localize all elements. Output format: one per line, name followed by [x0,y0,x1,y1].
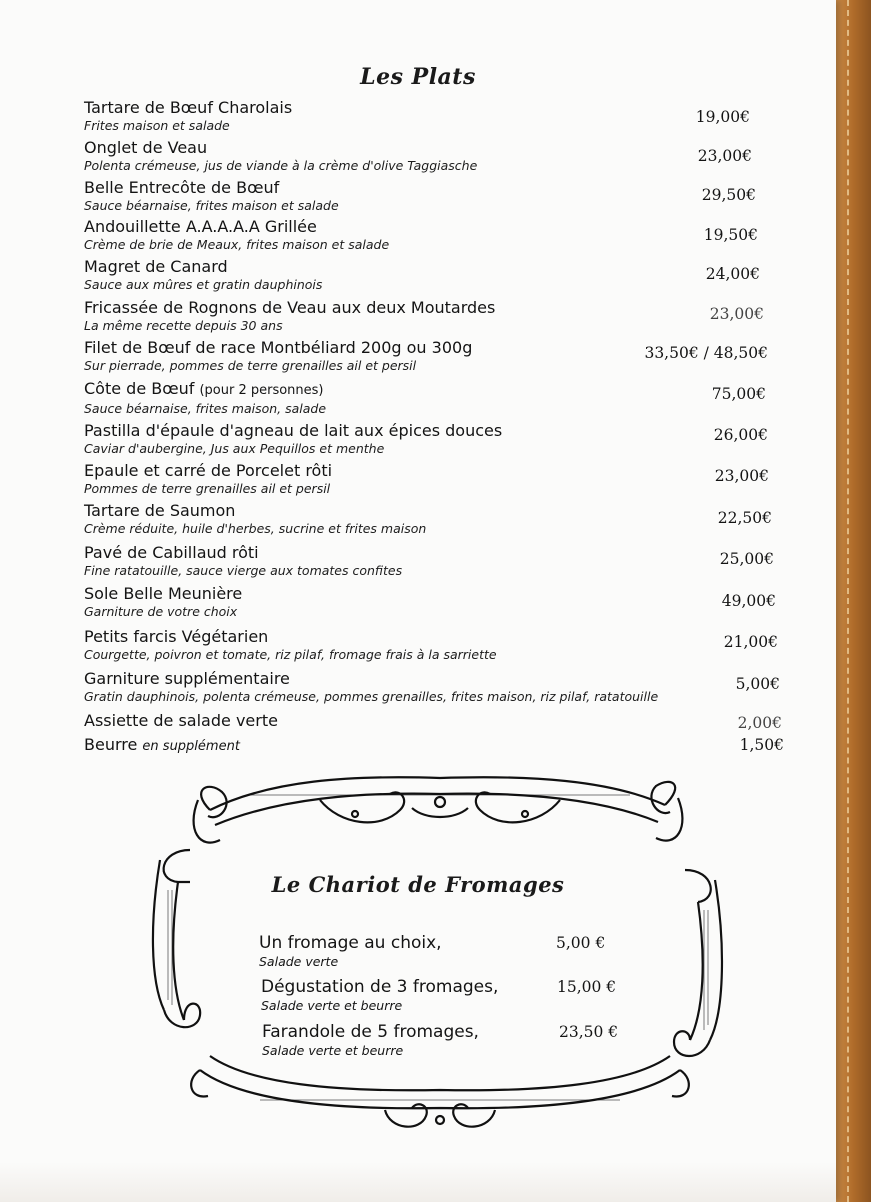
item-price: 22,50€ [717,509,772,527]
item-desc: Sauce béarnaise, frites maison et salade [84,198,339,213]
cheese-name: Farandole de 5 fromages, [262,1022,479,1042]
item-desc: La même recette depuis 30 ans [84,318,283,333]
item-price: 5,00€ [735,675,780,693]
item-price: 49,00€ [721,592,776,610]
item-desc: Garniture de votre choix [84,604,238,619]
item-name: Belle Entrecôte de Bœuf [84,178,280,197]
cheese-desc: Salade verte et beurre [262,1043,404,1058]
menu-item [84,217,389,253]
item-name-note: (pour 2 personnes) [199,383,324,398]
item-name: Andouillette A.A.A.A.A Grillée [84,217,317,236]
item-desc: Courgette, poivron et tomate, riz pilaf, fromage frais à la sarriette [84,647,497,662]
menu-item [84,627,497,663]
item-price: 23,00€ [697,147,752,165]
plats-title: Les Plats [360,64,476,90]
cheese-desc: Salade verte [259,954,339,969]
item-name: Assiette de salade verte [84,711,278,730]
item-desc: Sur pierrade, pommes de terre grenailles ail et persil [84,358,417,373]
item-name: Sole Belle Meunière [84,584,243,603]
item-desc: Crème de brie de Meaux, frites maison et salade [84,237,390,252]
item-desc: Polenta crémeuse, jus de viande à la crème d'olive Taggiasche [84,158,478,173]
menu-item [84,421,502,457]
menu-item [84,584,242,620]
menu-item [84,338,472,374]
item-name [84,735,240,757]
item-name-main: Côte de Bœuf [84,379,195,398]
cheese-item [259,932,442,970]
item-name: Tartare de Bœuf Charolais [84,98,293,117]
cheese-price: 23,50 € [559,1023,619,1041]
item-desc: Frites maison et salade [84,118,230,133]
menu-item [84,298,495,334]
item-name: Epaule et carré de Porcelet rôti [84,461,333,480]
cheese-name: Un fromage au choix, [259,933,442,953]
cheese-price: 5,00 € [556,934,606,952]
item-price: 19,00€ [695,108,750,126]
cheese-desc: Salade verte et beurre [261,998,403,1013]
cheese-price: 15,00 € [557,978,617,996]
item-name: Pavé de Cabillaud rôti [84,543,259,562]
item-name: Petits farcis Végétarien [84,627,269,646]
menu-item [84,257,322,293]
menu-item [84,711,278,731]
menu-item [84,138,477,174]
item-name: Garniture supplémentaire [84,669,290,688]
item-name: Tartare de Saumon [84,501,236,520]
menu-item [84,461,332,497]
item-name: Filet de Bœuf de race Montbéliard 200g ou 300g [84,338,473,357]
menu-item [84,669,658,705]
menu-item [84,501,426,537]
item-price: 23,00€ [709,305,764,323]
item-desc: Sauce aux mûres et gratin dauphinois [84,277,323,292]
item-price: 1,50€ [739,736,784,754]
item-price: 23,00€ [714,467,769,485]
item-desc: Pommes de terre grenailles ail et persil [84,481,331,496]
cover-stitching [847,0,849,1202]
item-desc: Crème réduite, huile d'herbes, sucrine et frites maison [84,521,427,536]
cheese-item [261,976,498,1014]
item-name-main: Beurre [84,735,138,754]
item-name: Fricassée de Rognons de Veau aux deux Moutardes [84,298,496,317]
item-desc: Gratin dauphinois, polenta crémeuse, pommes grenailles, frites maison, riz pilaf, ratatouille [84,689,659,704]
item-name-note: en supplément [142,739,240,754]
item-desc: Fine ratatouille, sauce vierge aux tomates confites [84,563,403,578]
item-price: 19,50€ [703,226,758,244]
item-name: Onglet de Veau [84,138,208,157]
fromages-title: Le Chariot de Fromages [271,872,565,897]
item-name: Pastilla d'épaule d'agneau de lait aux épices douces [84,421,503,440]
menu-item [84,178,339,214]
menu-item [84,735,240,757]
item-desc: Caviar d'aubergine, Jus aux Pequillos et menthe [84,441,385,456]
page-shadow [0,1162,836,1202]
item-price: 29,50€ [701,186,756,204]
menu-item [84,379,326,417]
item-price: 75,00€ [711,385,766,403]
cheese-item [262,1021,479,1059]
item-desc: Sauce béarnaise, frites maison, salade [84,401,327,416]
item-price: 25,00€ [719,550,774,568]
menu-item [84,543,402,579]
menu-item [84,98,292,134]
item-price: 33,50€ / 48,50€ [644,344,768,362]
item-name [84,379,326,401]
cheese-name: Dégustation de 3 fromages, [261,977,499,997]
item-name: Magret de Canard [84,257,228,276]
item-price: 26,00€ [713,426,768,444]
item-price: 21,00€ [723,633,778,651]
item-price: 24,00€ [705,265,760,283]
item-price: 2,00€ [737,714,782,732]
